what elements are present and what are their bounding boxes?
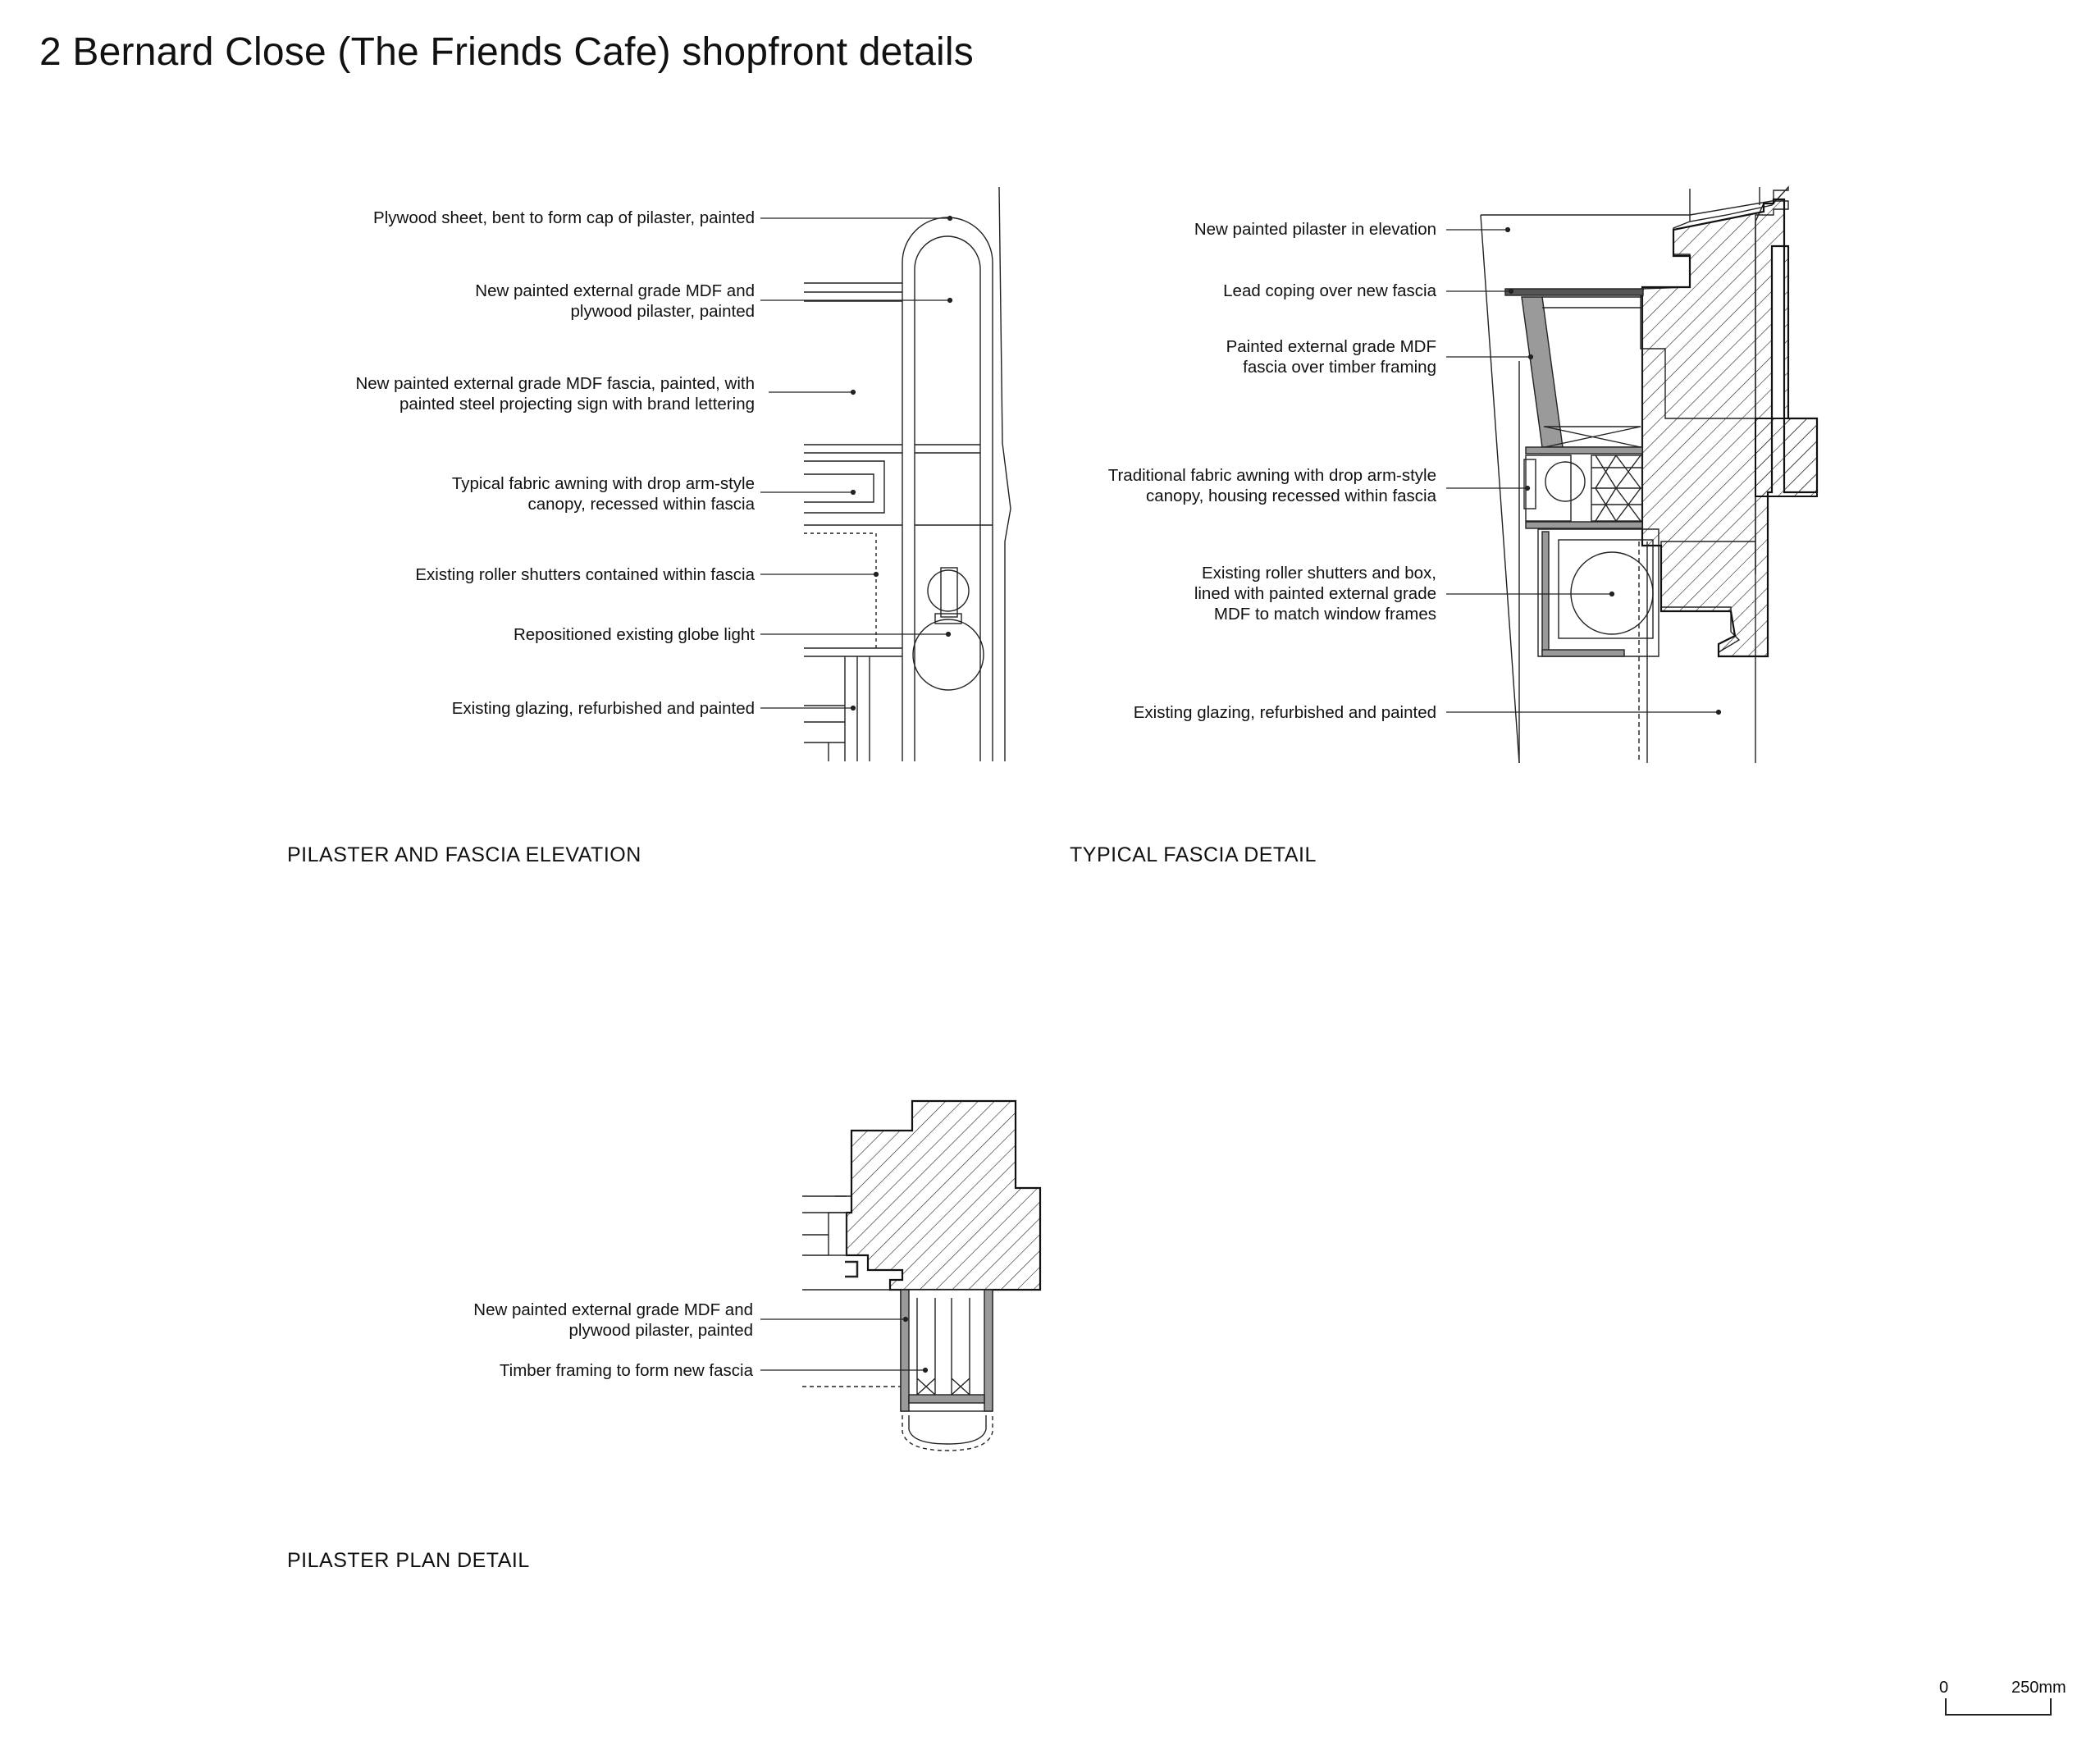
label-line: Typical fabric awning with drop arm-style — [451, 474, 755, 493]
sheet-title: 2 Bernard Close (The Friends Cafe) shopfront details — [39, 30, 974, 74]
label-line: Painted external grade MDF — [1226, 337, 1436, 356]
plan-label-mdf-pilaster — [473, 1300, 753, 1341]
elevation-label-roller-shutters — [415, 564, 755, 585]
label-line: canopy, housing recessed within fascia — [1145, 487, 1436, 505]
label-line: Repositioned existing globe light — [513, 625, 755, 644]
section-label-mdf-fascia — [1226, 336, 1436, 377]
label-line: plywood pilaster, painted — [570, 302, 755, 321]
label-line: New painted pilaster in elevation — [1194, 220, 1436, 239]
elevation-label-mdf-fascia — [355, 373, 755, 414]
elevation-label-awning — [452, 473, 755, 514]
label-line: canopy, recessed within fascia — [527, 495, 755, 514]
label-line: plywood pilaster, painted — [568, 1321, 753, 1340]
plan-drawing — [802, 1101, 1040, 1451]
label-line: Lead coping over new fascia — [1223, 281, 1436, 300]
label-line: Existing glazing, refurbished and painted — [451, 699, 755, 718]
section-label-awning — [1108, 465, 1436, 506]
label-line: MDF to match window frames — [1213, 605, 1436, 624]
label-line: New painted external grade MDF and — [473, 1300, 753, 1319]
plan-caption: PILASTER PLAN DETAIL — [287, 1549, 530, 1572]
elevation-label-globe-light — [514, 624, 755, 645]
section-caption: TYPICAL FASCIA DETAIL — [1070, 843, 1317, 866]
scale-bar-start: 0 — [1939, 1679, 1949, 1697]
label-line: Existing glazing, refurbished and painted — [1133, 703, 1436, 722]
label-line: Existing roller shutters and box, — [1202, 564, 1436, 583]
label-line: New painted external grade MDF and — [475, 281, 755, 300]
section-label-roller-shutter-box — [1194, 563, 1436, 624]
elevation-leaders — [760, 217, 952, 711]
label-line: painted steel projecting sign with brand lettering — [399, 395, 755, 414]
scale-bar — [1946, 1698, 2051, 1715]
label-line: Existing roller shutters contained within fascia — [415, 565, 755, 584]
elevation-label-mdf-pilaster — [475, 281, 755, 322]
section-label-glazing — [1134, 702, 1436, 723]
section-drawing — [1481, 187, 1817, 763]
label-line: Timber framing to form new fascia — [499, 1361, 753, 1380]
label-line: Plywood sheet, bent to form cap of pilaster, painted — [373, 208, 755, 227]
scale-bar-end: 250mm — [2011, 1679, 2066, 1697]
elevation-label-pilaster-cap — [373, 208, 755, 228]
section-label-pilaster-elevation — [1194, 219, 1436, 240]
label-line: Traditional fabric awning with drop arm-style — [1107, 466, 1436, 485]
label-line: lined with painted external grade — [1194, 584, 1436, 603]
section-label-lead-coping — [1223, 281, 1436, 301]
elevation-label-glazing — [452, 698, 755, 719]
elevation-caption: PILASTER AND FASCIA ELEVATION — [287, 843, 641, 866]
plan-label-timber-framing — [500, 1360, 753, 1381]
label-line: New painted external grade MDF fascia, painted, with — [355, 374, 755, 393]
elevation-drawing — [804, 187, 1011, 761]
label-line: fascia over timber framing — [1243, 358, 1436, 377]
